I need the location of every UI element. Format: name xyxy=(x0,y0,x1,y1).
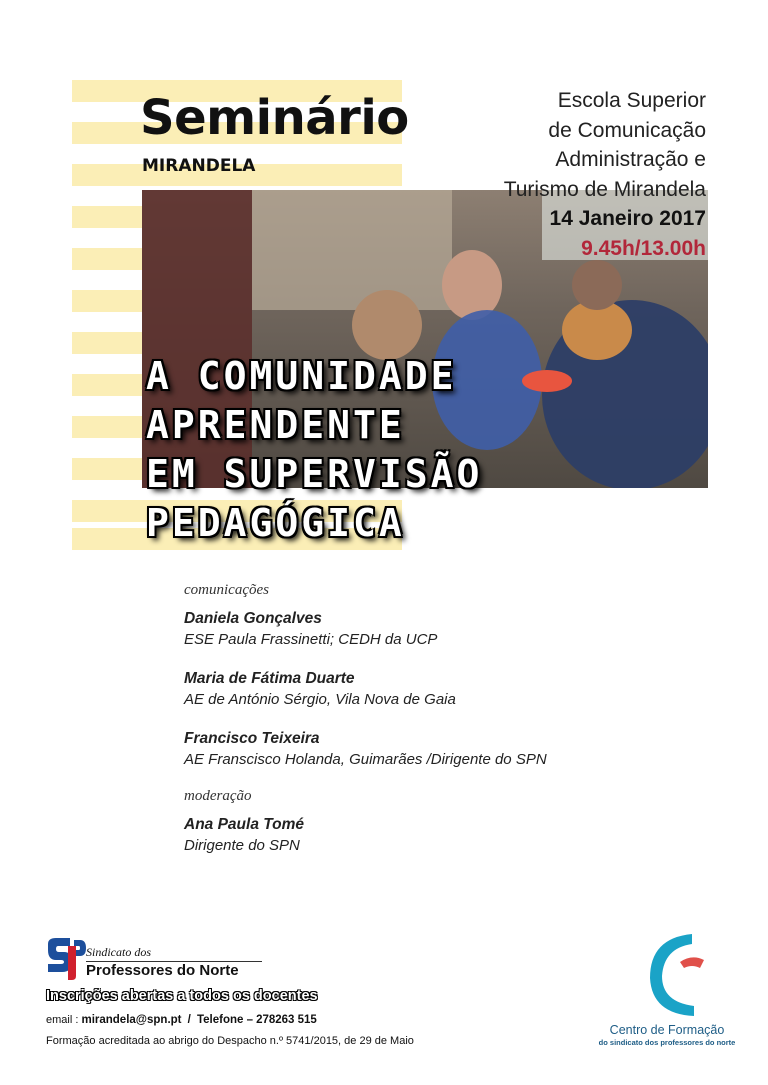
headline-line-1: A COMUNIDADE xyxy=(146,354,457,398)
email-link[interactable]: mirandela@spn.pt xyxy=(81,1014,182,1026)
event-date: 14 Janeiro 2017 xyxy=(549,207,706,230)
moderation-label: moderação xyxy=(184,788,252,804)
speaker-affiliation: AE Franscisco Holanda, Guimarães /Dirigente do SPN xyxy=(184,751,547,768)
phone-label: Telefone – xyxy=(196,1014,253,1026)
seminar-city: MIRANDELA xyxy=(142,156,256,176)
speaker-name: Daniela Gonçalves xyxy=(184,610,322,627)
speaker-entry xyxy=(184,728,547,770)
email-label: email : xyxy=(46,1014,79,1026)
venue-line-4: Turismo de Mirandela xyxy=(503,177,706,201)
venue-line-3: Administração e xyxy=(555,148,706,171)
training-centre-subtitle: do sindicato dos professores do norte xyxy=(598,1038,736,1047)
spn-name-small: Sindicato dos xyxy=(86,945,151,959)
headline-line-4: PEDAGÓGICA xyxy=(146,501,405,545)
headline xyxy=(146,352,482,548)
seminar-title: Seminário xyxy=(140,90,409,146)
speaker-entry xyxy=(184,668,547,710)
contact-separator: / xyxy=(187,1014,191,1026)
speaker-name: Francisco Teixeira xyxy=(184,730,320,747)
phone-number: 278263 515 xyxy=(256,1014,317,1026)
headline-line-2: APRENDENTE xyxy=(146,403,405,447)
spn-name-big: Professores do Norte xyxy=(86,962,239,979)
program xyxy=(184,582,547,874)
venue-block xyxy=(504,86,706,263)
communications-label: comunicações xyxy=(184,582,269,598)
training-centre-title: Centro de Formação xyxy=(609,1023,725,1037)
contact-line xyxy=(46,1014,317,1026)
venue-line-1: Escola Superior xyxy=(557,89,706,112)
speaker-entry xyxy=(184,608,547,650)
venue-line-2: de Comunicação xyxy=(548,118,706,142)
headline-line-3: EM SUPERVISÃO xyxy=(146,452,483,496)
moderator-affiliation: Dirigente do SPN xyxy=(184,837,300,854)
registration-notice: Inscrições abertas a todos os docentes xyxy=(46,988,318,1004)
moderator-entry xyxy=(184,814,547,856)
speaker-name: Maria de Fátima Duarte xyxy=(184,670,355,687)
speaker-affiliation: AE de António Sérgio, Vila Nova de Gaia xyxy=(184,691,456,708)
moderator-name: Ana Paula Tomé xyxy=(184,816,305,833)
event-time: 9.45h/13.00h xyxy=(581,236,706,260)
speaker-affiliation: ESE Paula Frassinetti; CEDH da UCP xyxy=(184,631,438,648)
accreditation-note: Formação acreditada ao abrigo do Despacho n.º 5741/2015, de 29 de Maio xyxy=(46,1035,414,1047)
training-centre-logo-icon xyxy=(640,928,720,1020)
